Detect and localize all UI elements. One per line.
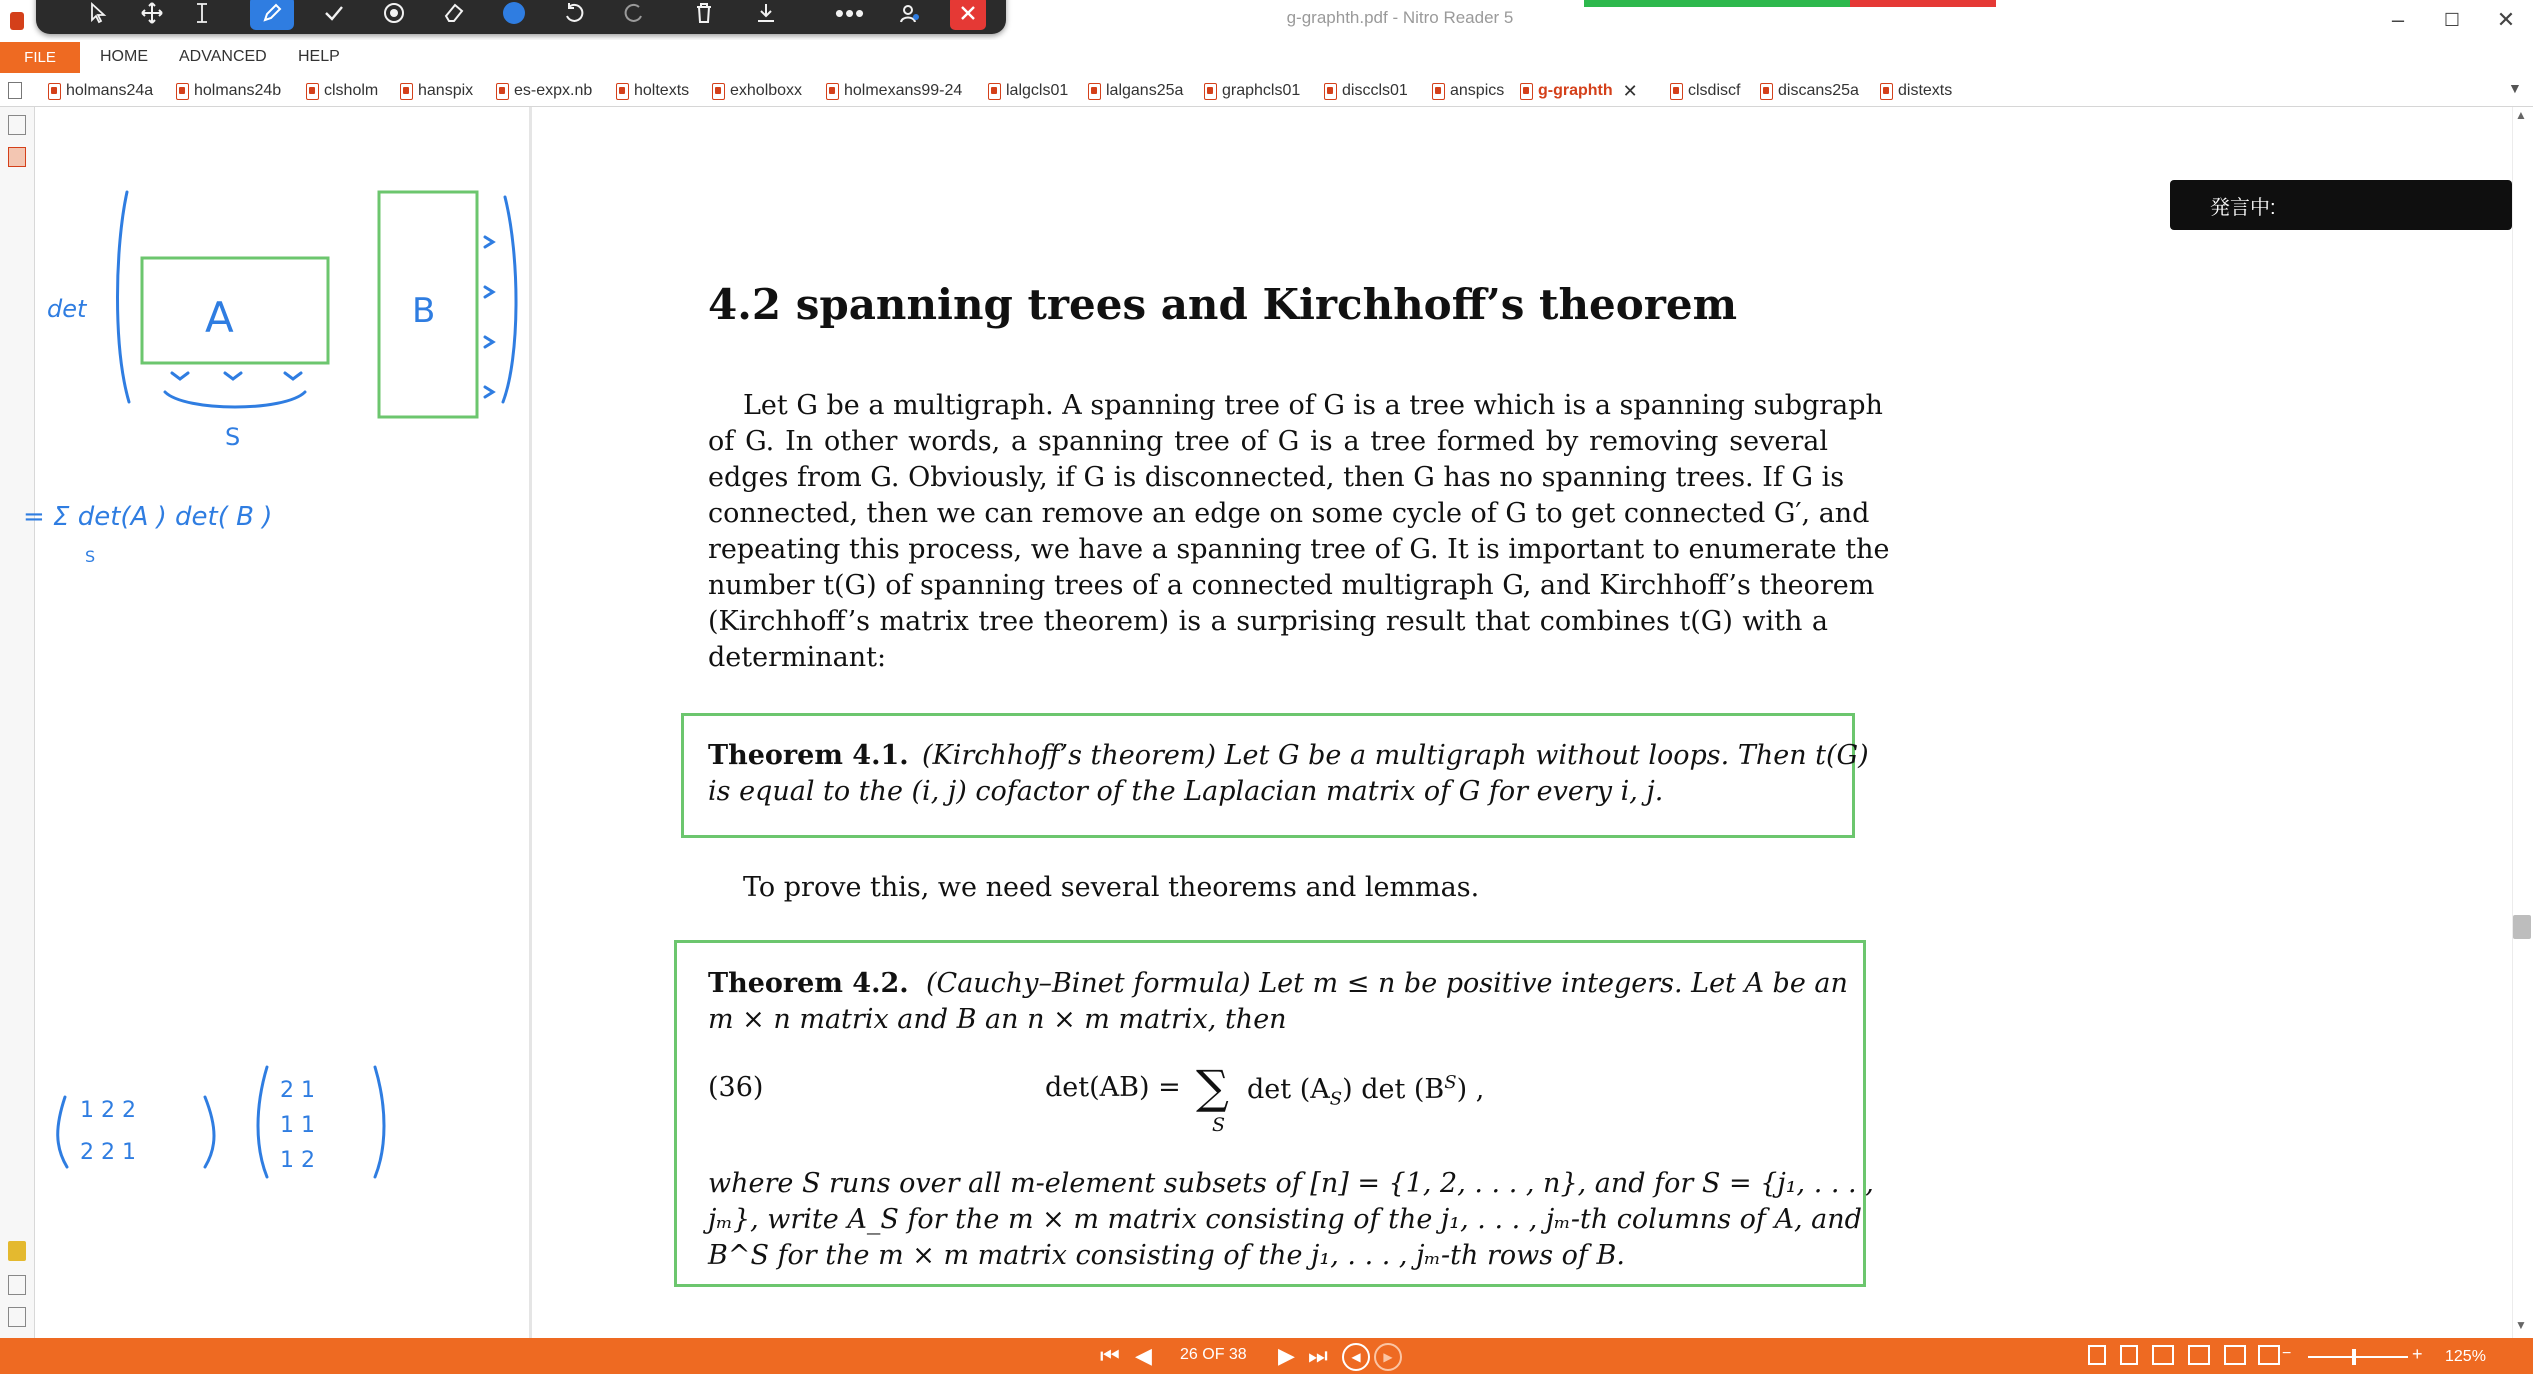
pdf-icon [1432, 83, 1445, 100]
doc-tab[interactable] [826, 80, 962, 102]
pdf-icon [1520, 83, 1533, 100]
equation-sum-sub: S [1212, 1114, 1226, 1136]
theorem-text: (Kirchhoff’s theorem) Let G be a multigraph without loops. Then t(G) [922, 740, 1869, 771]
trash-icon[interactable] [682, 0, 726, 30]
scroll-down-icon[interactable]: ▼ [2515, 1318, 2527, 1332]
doc-tab[interactable] [48, 80, 153, 102]
equation-left: det(AB) = [1045, 1072, 1181, 1103]
doc-tab-label: lalgcls01 [1006, 82, 1069, 99]
check-icon[interactable] [312, 0, 356, 30]
forward-view-icon[interactable]: ▶ [1374, 1343, 1402, 1371]
zoom-out-icon[interactable]: − [2282, 1345, 2292, 1362]
ink-det-label: det [47, 295, 87, 323]
para-line: repeating this process, we have a spanning tree of G. It is important to enumerate the [708, 534, 1890, 565]
redo-icon[interactable] [612, 0, 656, 30]
tab-close-icon[interactable]: ✕ [1622, 80, 1638, 101]
vertical-scrollbar[interactable] [2512, 107, 2534, 1338]
more-icon[interactable]: ••• [834, 0, 866, 28]
move-icon[interactable] [130, 0, 174, 30]
eraser-icon[interactable] [432, 0, 476, 30]
pdf-icon [988, 83, 1001, 100]
pdf-icon [400, 83, 413, 100]
right-whitespace-pane [2018, 107, 2512, 1338]
para-line: Let G be a multigraph. A spanning tree of G is a tree which is a spanning subgraph [743, 390, 1883, 421]
doc-tab[interactable] [176, 80, 281, 102]
pdf-icon [48, 83, 61, 100]
close-button[interactable]: ✕ [2496, 7, 2516, 32]
ink-sum-expression: = Σ det(A ) det( B ) [23, 502, 273, 532]
undo-icon[interactable] [552, 0, 596, 30]
single-page-view-icon[interactable] [2088, 1345, 2106, 1365]
doc-tab[interactable] [1324, 80, 1408, 102]
tab-home[interactable]: HOME [100, 48, 148, 65]
ink-a-label: A [205, 293, 234, 342]
scroll-up-icon[interactable]: ▲ [2515, 108, 2527, 122]
doc-tab-label: clsholm [324, 82, 379, 99]
document-tab-bar [0, 74, 2533, 107]
ink-matrix2-row1: 2 1 [280, 1078, 315, 1103]
theorem-label: Theorem 4.1. [708, 740, 909, 771]
theorem-label: Theorem 4.2. [708, 968, 909, 999]
doc-tab[interactable] [616, 80, 689, 102]
equation-sub: S [1329, 1088, 1343, 1110]
ink-matrix2-row3: 1 2 [280, 1148, 315, 1173]
zoom-level[interactable]: 125% [2445, 1348, 2486, 1365]
equation-sum: ∑ [1196, 1060, 1229, 1114]
doc-tab-label: g-graphth [1538, 82, 1613, 99]
doc-tab-label: holmexans99-24 [844, 82, 963, 99]
recording-bar-red [1850, 0, 1996, 7]
doc-tab-label: distexts [1898, 82, 1953, 99]
ink-sum-sub: S [85, 547, 96, 566]
doc-tab[interactable] [496, 80, 592, 102]
doc-tab[interactable] [1088, 80, 1183, 102]
para-line: (Kirchhoff’s matrix tree theorem) is a surprising result that combines t(G) with a [708, 606, 1828, 637]
scroll-thumb[interactable] [2513, 915, 2531, 939]
doc-tab-active[interactable] [1520, 80, 1638, 102]
text-cursor-icon[interactable] [180, 0, 224, 30]
pdf-icon [1324, 83, 1337, 100]
doc-tab[interactable] [988, 80, 1068, 102]
comments-icon[interactable] [8, 1241, 26, 1261]
pdf-icon [1204, 83, 1217, 100]
doc-tab-label: hanspix [418, 82, 474, 99]
doc-tab[interactable] [1880, 80, 1952, 102]
pdf-icon [616, 83, 629, 100]
doc-tab[interactable] [1204, 80, 1300, 102]
ink-matrix-row1: 1 2 2 [80, 1098, 136, 1123]
close-icon[interactable] [950, 0, 986, 30]
theorem-text: (Cauchy–Binet formula) Let m ≤ n be positive integers. Let A be an [926, 968, 1848, 999]
ink-b-label: B [412, 291, 436, 331]
tab-help[interactable]: HELP [298, 48, 340, 65]
doc-tab[interactable] [306, 80, 378, 102]
doc-tab-label: anspics [1450, 82, 1505, 99]
pdf-icon [1670, 83, 1683, 100]
pen-icon[interactable] [250, 0, 294, 30]
doc-tab-label: holtexts [634, 82, 690, 99]
doc-tab[interactable] [1760, 80, 1859, 102]
doc-tab-label: holmans24b [194, 82, 282, 99]
pointer-icon[interactable] [76, 0, 120, 30]
doc-tab-label: es-expx.nb [514, 82, 593, 99]
layers-icon[interactable] [8, 1307, 26, 1327]
doc-tab-label: clsdiscf [1688, 82, 1741, 99]
doc-tab[interactable] [712, 80, 802, 102]
equation-part: ) det (B [1342, 1074, 1445, 1105]
zoom-slider-track[interactable] [2308, 1356, 2408, 1358]
left-sidebar [0, 107, 35, 1338]
zoom-slider-thumb[interactable] [2352, 1349, 2356, 1365]
page-icon[interactable] [8, 82, 22, 99]
para-text: To prove this, we need several theorems and lemmas. [743, 872, 1480, 903]
left-whitespace-pane [23, 107, 530, 1338]
doc-tab-label: graphcls01 [1222, 82, 1301, 99]
first-page-icon[interactable]: ⏮ [1100, 1343, 1120, 1368]
doc-tab[interactable] [1670, 80, 1740, 102]
zoom-in-icon[interactable]: + [2412, 1344, 2423, 1364]
pages-icon[interactable] [8, 115, 26, 135]
doc-tab-label: discans25a [1778, 82, 1859, 99]
back-view-icon[interactable]: ◀ [1342, 1343, 1370, 1371]
stamp-icon[interactable] [372, 0, 416, 30]
pdf-icon [1880, 83, 1893, 100]
share-icon[interactable] [888, 0, 932, 30]
attachments-icon[interactable] [8, 1275, 26, 1295]
theorem-text: B^S for the m × m matrix consisting of the j₁, . . . , jₘ-th rows of B. [708, 1240, 1625, 1271]
minimize-button[interactable]: – [2391, 7, 2405, 32]
theorem-text: where S runs over all m-element subsets of [n] = {1, 2, . . . , n}, and for S = {j₁, . . . , [708, 1168, 1874, 1199]
save-icon[interactable] [744, 0, 788, 30]
doc-tab[interactable] [1432, 80, 1504, 102]
doc-tab-label: disccls01 [1342, 82, 1408, 99]
para-line: edges from G. Obviously, if G is disconnected, then G has no spanning trees. If G is [708, 462, 1845, 493]
next-page-icon[interactable]: ▶ [1278, 1343, 1295, 1368]
facing-continuous-view-icon[interactable] [2188, 1345, 2210, 1365]
bookmarks-icon[interactable] [8, 147, 26, 167]
theorem-text: is equal to the (i, j) cofactor of the Laplacian matrix of G for every i, j. [708, 776, 1664, 807]
full-screen-view-icon[interactable] [2224, 1345, 2246, 1365]
theorem-text: jₘ}, write A_S for the m × m matrix consisting of the j₁, . . . , jₘ-th columns of A, and [708, 1204, 1862, 1235]
facing-view-icon[interactable] [2152, 1345, 2174, 1365]
pdf-icon [826, 83, 839, 100]
file-tab[interactable]: FILE [0, 42, 80, 73]
ink-matrix-row2: 2 2 1 [80, 1140, 136, 1165]
color-dot-icon[interactable] [492, 0, 536, 30]
tab-overflow-icon[interactable]: ▼ [2508, 80, 2522, 96]
equation-number: (36) [708, 1072, 764, 1103]
last-page-icon[interactable]: ⏭ [1308, 1343, 1328, 1368]
ribbon [0, 40, 2533, 75]
para-line: number t(G) of spanning trees of a connected multigraph G, and Kirchhoff’s theorem [708, 570, 1875, 601]
para-line: connected, then we can remove an edge on some cycle of G to get connected G′, and [708, 498, 1870, 529]
speech-indicator: 発言中: [2170, 180, 2512, 230]
pdf-icon [496, 83, 509, 100]
doc-tab-label: lalgans25a [1106, 82, 1184, 99]
pdf-icon [176, 83, 189, 100]
para-line: determinant: [708, 642, 887, 673]
pdf-icon [712, 83, 725, 100]
para-line: of G. In other words, a spanning tree of G is a tree formed by removing several [708, 426, 1828, 457]
tab-advanced[interactable]: ADVANCED [179, 48, 267, 65]
equation-sup: S [1444, 1072, 1457, 1093]
theorem-text: m × n matrix and B an n × m matrix, then [708, 1004, 1287, 1035]
pdf-icon [1760, 83, 1773, 100]
page-indicator[interactable]: 26 OF 38 [1180, 1346, 1247, 1363]
equation-part: ) , [1456, 1074, 1485, 1105]
doc-tab-label: holmans24a [66, 82, 154, 99]
doc-tab-label: exholboxx [730, 82, 803, 99]
recording-bar-green [1584, 0, 1850, 7]
fit-width-view-icon[interactable] [2258, 1345, 2280, 1365]
equation-right [1247, 1072, 1484, 1109]
equation-part: det (A [1247, 1074, 1330, 1105]
maximize-button[interactable]: ☐ [2443, 9, 2461, 30]
pdf-icon [1088, 83, 1101, 100]
pdf-icon [306, 83, 319, 100]
window-title: g-graphth.pdf - Nitro Reader 5 [1286, 8, 1514, 27]
ink-s-label: S [225, 423, 241, 451]
app-logo-icon [10, 12, 24, 30]
section-title: 4.2 spanning trees and Kirchhoff’s theorem [708, 280, 1738, 329]
doc-tab[interactable] [400, 80, 473, 102]
ink-matrix2-row2: 1 1 [280, 1113, 315, 1138]
ink-toolbar [36, 0, 1006, 34]
previous-page-icon[interactable]: ◀ [1135, 1343, 1152, 1368]
continuous-view-icon[interactable] [2120, 1345, 2138, 1365]
handwritten-annotations [23, 107, 529, 1338]
